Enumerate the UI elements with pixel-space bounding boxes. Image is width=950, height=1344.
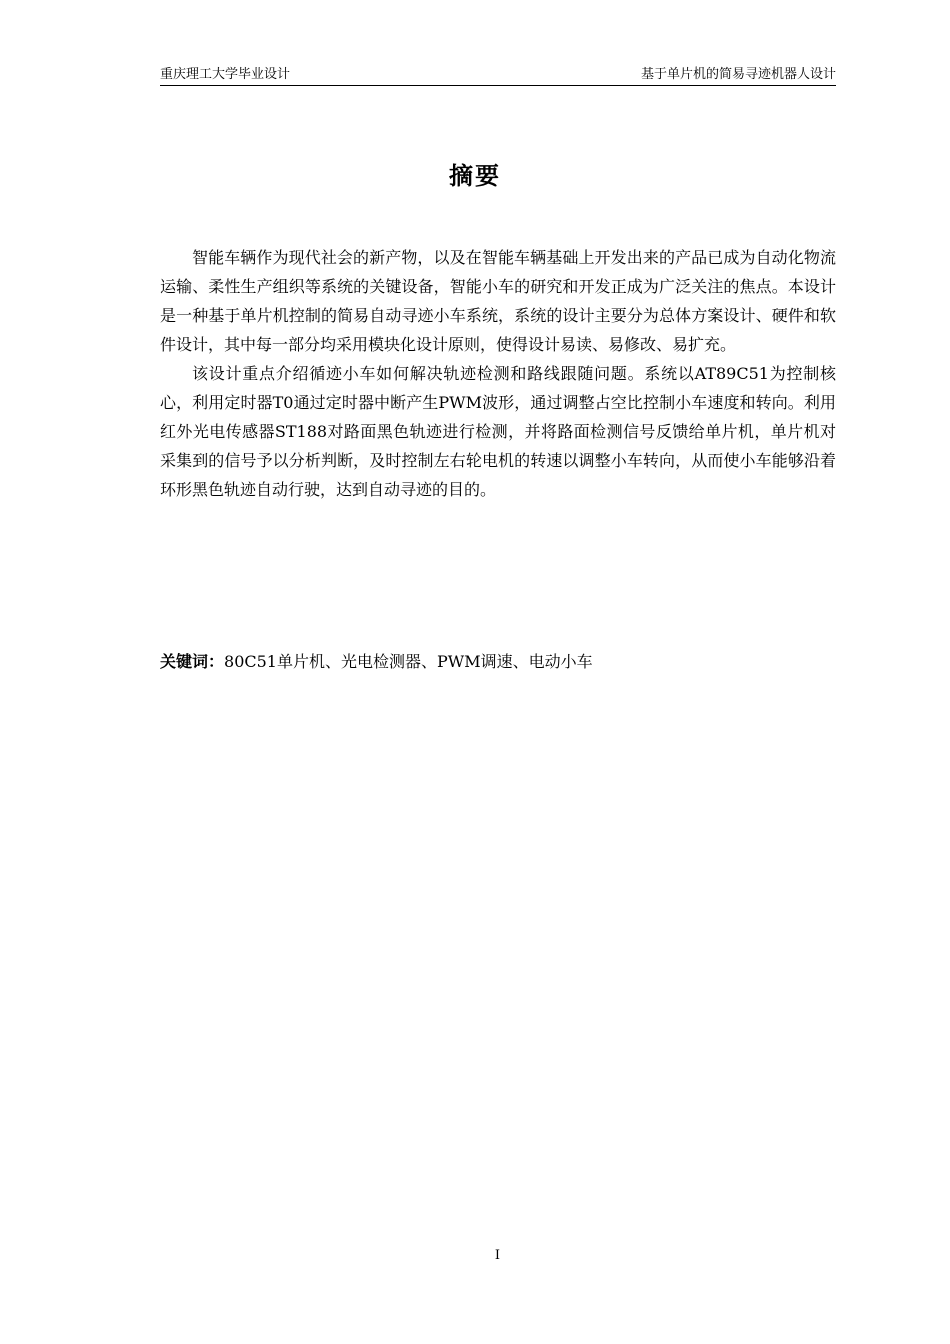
abstract-body	[160, 243, 836, 504]
keywords-value: 80C51单片机、光电检测器、PWM调速、电动小车	[224, 652, 593, 671]
header-left-text: 重庆理工大学毕业设计	[160, 67, 291, 82]
abstract-paragraph-2: 该设计重点介绍循迹小车如何解决轨迹检测和路线跟随问题。系统以AT89C51为控制核心，利用定时器T0通过定时器中断产生PWM波形，通过调整占空比控制小车速度和转向。利用红外光电传感器ST188对路面黑色轨迹进行检测，并将路面检测信号反馈给单片机，单片机对采集到的信号予以分析判断，及时控制左右轮电机的转速以调整小车转向，从而使小车能够沿着环形黑色轨迹自动行驶，达到自动寻迹的目的。	[160, 364, 836, 499]
page-number: I	[494, 1248, 501, 1263]
page-header	[160, 66, 836, 86]
keywords-line	[160, 649, 836, 675]
header-right-text: 基于单片机的简易寻迹机器人设计	[640, 67, 836, 82]
abstract-title: 摘要	[449, 162, 501, 190]
abstract-paragraph-1: 智能车辆作为现代社会的新产物，以及在智能车辆基础上开发出来的产品已成为自动化物流运输、柔性生产组织等系统的关键设备，智能小车的研究和开发正成为广泛关注的焦点。本设计是一种基于单片机控制的简易自动寻迹小车系统，系统的设计主要分为总体方案设计、硬件和软件设计，其中每一部分均采用模块化设计原则，使得设计易读、易修改、易扩充。	[160, 248, 836, 354]
keywords-label: 关键词：	[160, 652, 225, 671]
